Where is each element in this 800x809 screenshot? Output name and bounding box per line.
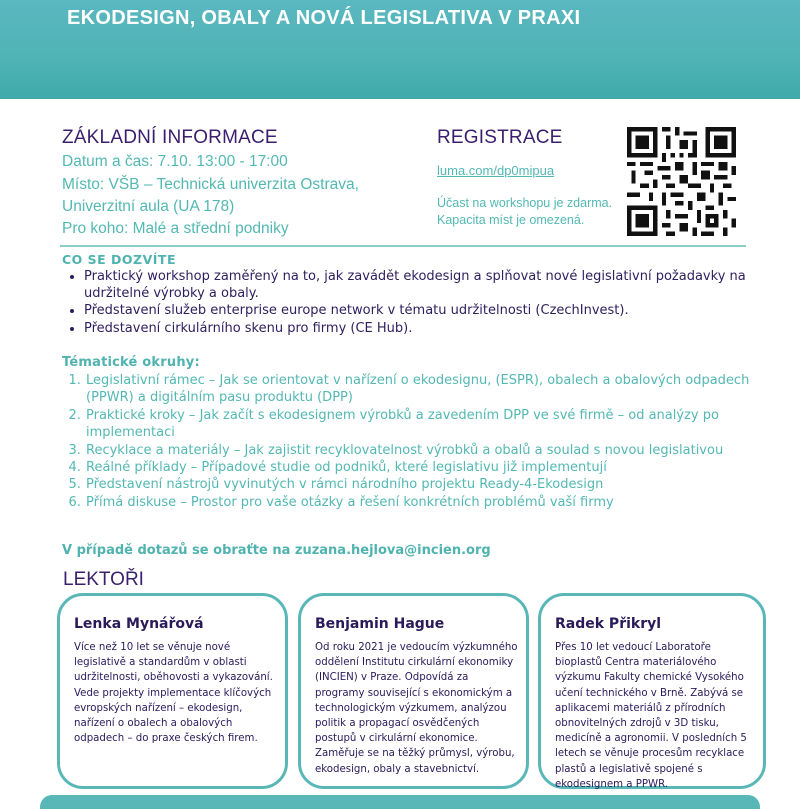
lecturer-card <box>298 593 529 789</box>
list-item: • Představení cirkulárního skenu pro firmy (CE Hub). <box>84 320 774 337</box>
list-item: 2. Praktické kroky – Jak začít s ekodesignem výrobků a zavedením DPP ve své firmě – od analýzy po implementaci <box>85 407 775 442</box>
lecturer-card <box>538 593 766 789</box>
basic-info-heading: ZÁKLADNÍ INFORMACE <box>62 127 278 148</box>
lecturer-bio: Přes 10 let vedoucí Laboratoře bioplastů Centra materiálového výzkumu Fakulty chemické Vysokého učení technického v Brně. Zabývá se aplikacemi materiálů z přírodních obnovitelných zdrojů v 3D tisku, medicíně a agronomii. V posledních 5 letech se věnuje procesům recyklace plastů a legislativě spojené s ekodesignem a PPWR. <box>555 642 747 790</box>
learn-list <box>64 268 774 337</box>
header-banner <box>0 0 800 99</box>
lecturer-name: Radek Přikryl <box>555 616 662 632</box>
registration-link[interactable]: luma.com/dp0mipua <box>437 163 555 178</box>
list-item: • Představení služeb enterprise europe network v tématu udržitelnosti (CzechInvest). <box>84 302 774 319</box>
info-place-room: Univerzitní aula (UA 178) <box>62 198 235 215</box>
topics-heading: Tématické okruhy: <box>62 355 200 370</box>
lecturer-bio: Od roku 2021 je vedoucím výzkumného oddělení Institutu cirkulární ekonomiky (INCIEN) v Praze. Odpovídá za programy související s ekonomickým a technologickým výzkumem, analýzou politik a propagací osvědčených postupů v cirkulární ekonomice. Zaměřuje se na těžký průmysl, výrobu, ekodesign, obaly a stavebnictví. <box>315 642 518 775</box>
registration-note-free: Účast na workshopu je zdarma. <box>437 196 613 210</box>
topics-list <box>64 372 775 511</box>
learn-heading: CO SE DOZVÍTE <box>62 252 177 267</box>
info-audience: Pro koho: Malé a střední podniky <box>62 220 289 237</box>
contact-line: V případě dotazů se obraťte na zuzana.hejlova@incien.org <box>62 543 491 558</box>
registration-heading: REGISTRACE <box>437 127 563 148</box>
footer-bar <box>40 795 760 809</box>
lecturers-heading: LEKTOŘI <box>63 569 144 590</box>
list-item: 3. Recyklace a materiály – Jak zajistit recyklovatelnost výrobků a obalů a soulad s novou legislativou <box>85 442 775 459</box>
lecturer-card <box>57 593 288 789</box>
info-place: Místo: VŠB – Technická univerzita Ostrava, <box>62 176 359 193</box>
qr-code-icon[interactable] <box>627 127 736 236</box>
list-item: 4. Reálné příklady – Případové studie od podniků, které legislativu již implementují <box>85 459 775 476</box>
list-item: 5. Představení nástrojů vyvinutých v rámci národního projektu Ready-4-Ekodesign <box>85 476 775 493</box>
lecturer-name: Benjamin Hague <box>315 616 445 632</box>
list-item: 6. Přímá diskuse – Prostor pro vaše otázky a řešení konkrétních problémů vaší firmy <box>85 494 775 511</box>
lecturer-name: Lenka Mynářová <box>74 616 204 632</box>
lecturer-bio: Více než 10 let se věnuje nové legislativě a standardům v oblasti udržitelnosti, oběhovosti a vykazování. Vede projekty implementace klíčových evropských nařízení – ekodesign, nařízení o obalech a obalových odpadech – do praxe českých firem. <box>74 642 273 745</box>
page-title: EKODESIGN, OBALY A NOVÁ LEGISLATIVA V PRAXI <box>67 7 581 29</box>
registration-note-capacity: Kapacita míst je omezená. <box>437 213 585 227</box>
section-divider <box>60 245 746 247</box>
list-item: • Praktický workshop zaměřený na to, jak zavádět ekodesign a splňovat nové legislativní požadavky na udržitelné výrobky a obaly. <box>84 268 774 302</box>
list-item: 1. Legislativní rámec – Jak se orientovat v nařízení o ekodesignu, (ESPR), obalech a obalových odpadech (PPWR) a digitálním pasu produktu (DPP) <box>85 372 775 407</box>
info-date: Datum a čas: 7.10. 13:00 - 17:00 <box>62 153 288 170</box>
